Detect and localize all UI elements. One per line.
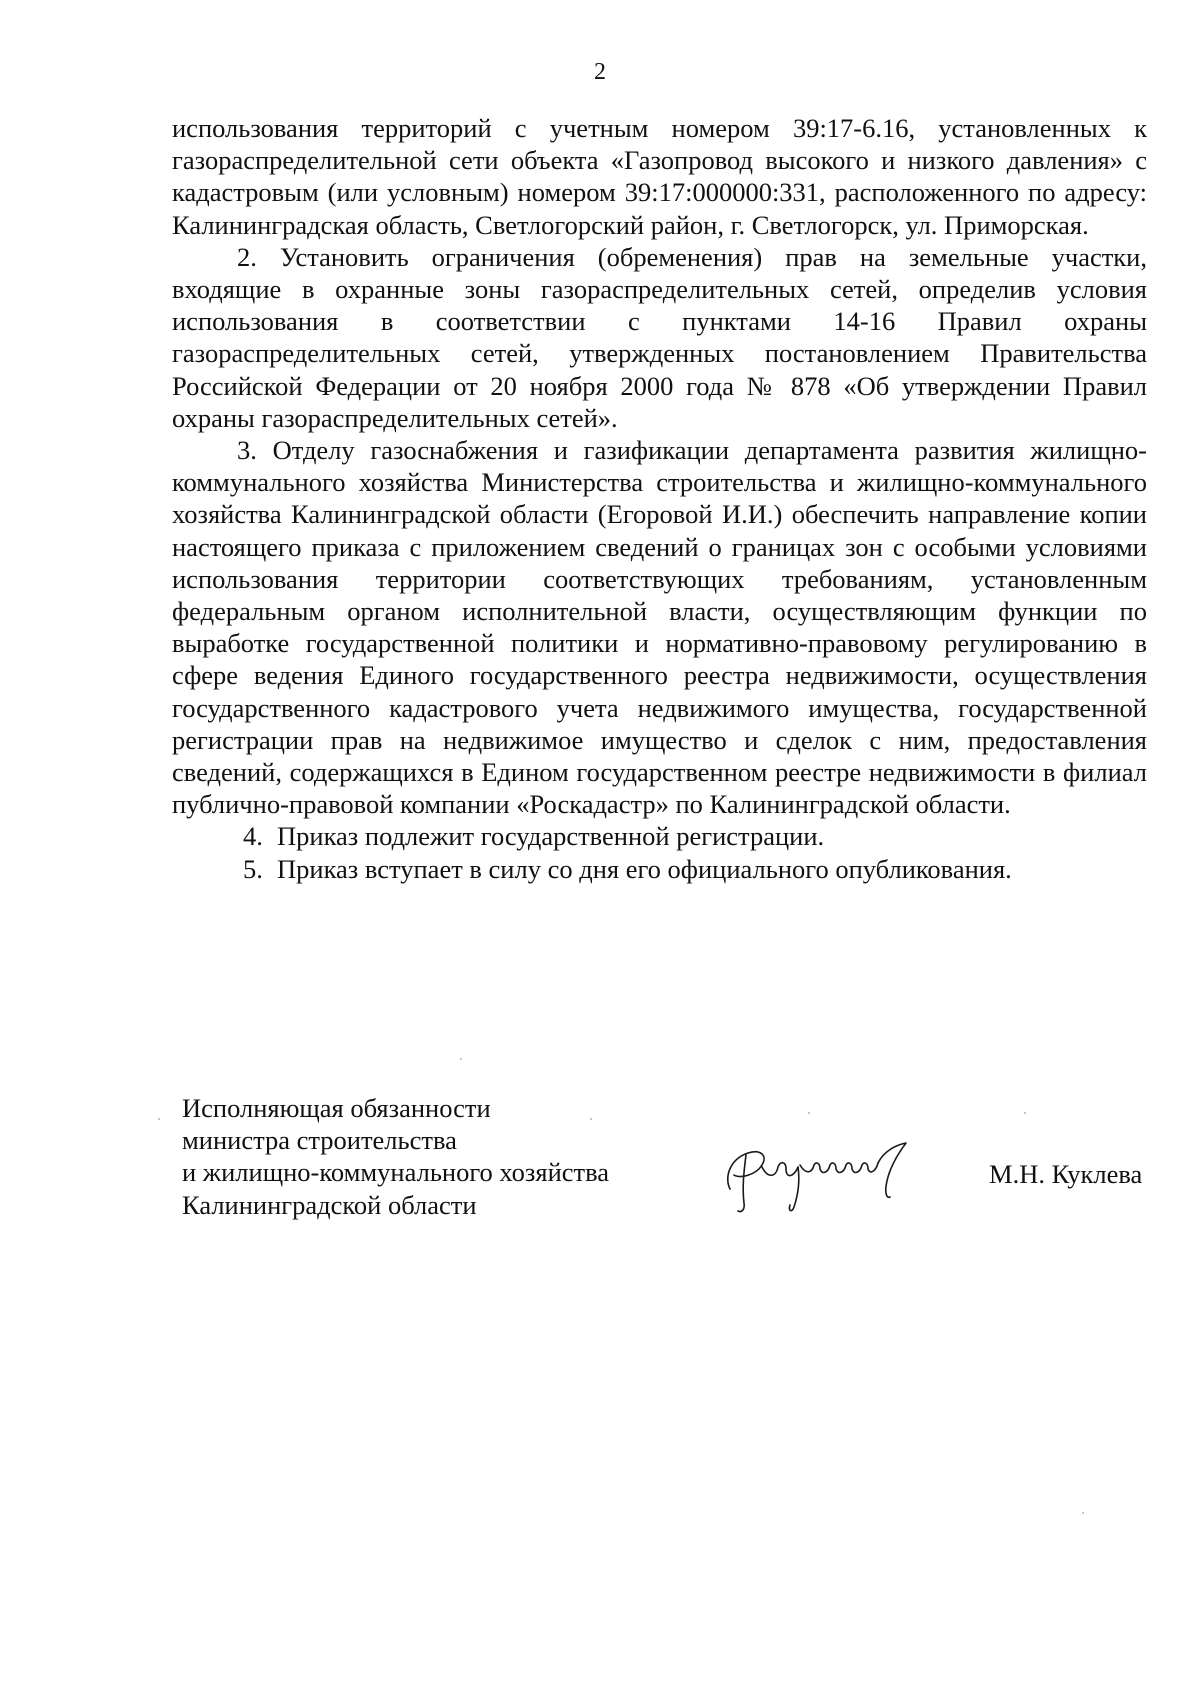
list-item-number: 5.: [243, 853, 263, 884]
scan-artifact: [460, 1058, 462, 1060]
scan-artifact: [1082, 1512, 1084, 1514]
scan-artifact: [158, 1118, 160, 1120]
list-item-number: 4.: [243, 821, 263, 852]
scan-artifact: [808, 1112, 810, 1114]
paragraph-item-2: 2. Установить ограничения (обременения) прав на земельные участки, входящие в охранные зоны газораспределительных сетей, определив условия использования в соответствии с пунктами 14-16 Правил охраны газораспределительных сетей, утвержденных постановлением Правительства Российской Федерации от 20 ноября 2000 года № 878 «Об утверждении Правил охраны газораспределительных сетей».: [172, 241, 1147, 433]
signatory-line-2: министра строительства: [182, 1125, 457, 1156]
list-item-5: [172, 853, 1147, 885]
scan-artifact: [590, 1118, 592, 1120]
list-item-text: Приказ вступает в силу со дня его официального опубликования.: [277, 853, 1012, 884]
signatory-line-3: и жилищно-коммунального хозяйства: [182, 1157, 610, 1188]
signer-name: М.Н. Куклева: [989, 1159, 1143, 1189]
scan-artifact: [1024, 1112, 1026, 1114]
document-body: [172, 112, 1147, 885]
signatory-line-4: Калининградской области: [182, 1189, 477, 1220]
signatory-line-1: Исполняющая обязанности: [182, 1093, 491, 1123]
list-item-4: [172, 820, 1147, 852]
paragraph-continuation: использования территорий с учетным номером 39:17-6.16, установленных к газораспределительной сети объекта «Газопровод высокого и низкого давления» с кадастровым (или условным) номером 39:17:000000:331, расположенного по адресу: Калининградская область, Светлогорский район, г. Светлогорск, ул. Приморская.: [172, 113, 1147, 240]
handwritten-signature: [716, 1137, 916, 1217]
list-item-text: Приказ подлежит государственной регистрации.: [277, 821, 825, 852]
page-number: 2: [594, 59, 606, 85]
paragraph-item-3: 3. Отделу газоснабжения и газификации департамента развития жилищно-коммунального хозяйства Министерства строительства и жилищно-коммунального хозяйства Калининградской области (Егоровой И.И.) обеспечить направление копии настоящего приказа с приложением сведений о границах зон с особыми условиями использования территории соответствующих требованиям, установленным федеральным органом исполнительной власти, осуществляющим функции по выработке государственной политики и нормативно-правовому регулированию в сфере ведения Единого государственного реестра недвижимости, осуществления государственного кадастрового учета недвижимого имущества, государственной регистрации прав на недвижимое имущество и сделок с ним, предоставления сведений, содержащихся в Едином государственном реестре недвижимости в филиал публично-правовой компании «Роскадастр» по Калининградской области.: [172, 435, 1147, 820]
signatory-position: [182, 1092, 609, 1221]
